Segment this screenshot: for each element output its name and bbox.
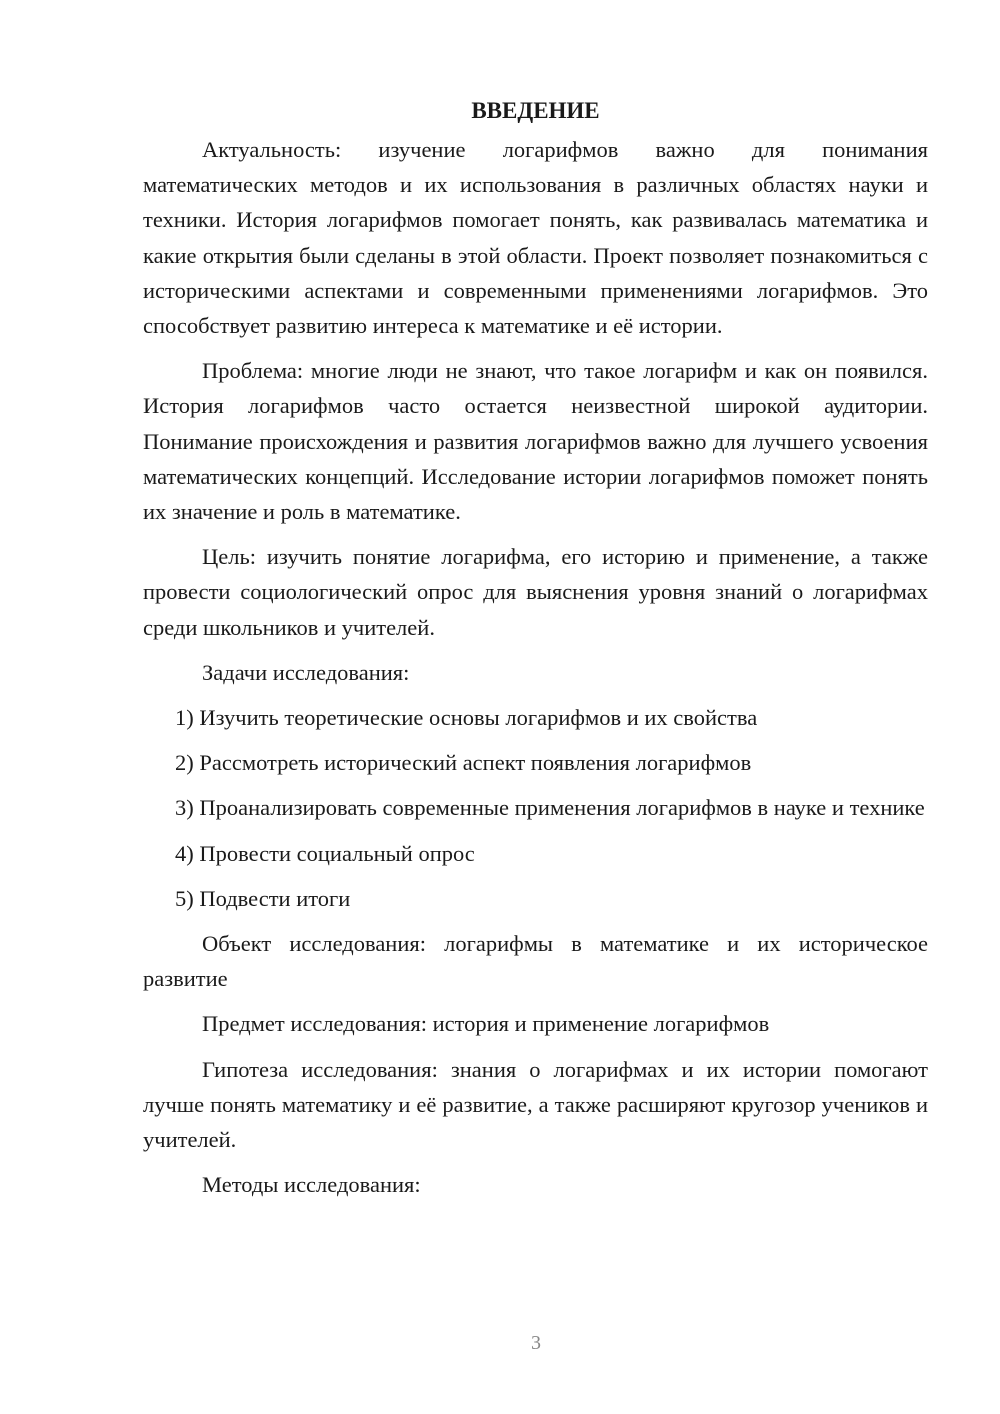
section-title: ВВЕДЕНИЕ bbox=[471, 98, 600, 123]
task-item-1: 1) Изучить теоретические основы логарифмов и их свойства bbox=[175, 705, 758, 731]
relevance-paragraph: Актуальность: изучение логарифмов важно для понимания математических методов и их использования в различных областях науки и техники. История логарифмов помогает понять, как развивалась математика и какие открытия были сделаны в этой области. Проект позволяет познакомиться с историческими аспектами и современными применениями логарифмов. Это способствует развитию интереса к математике и её истории. bbox=[143, 137, 928, 339]
task-item-4: 4) Провести социальный опрос bbox=[175, 840, 475, 866]
subject-paragraph: Предмет исследования: история и применение логарифмов bbox=[202, 1011, 770, 1037]
problem-paragraph: Проблема: многие люди не знают, что такое логарифм и как он появился. История логарифмов часто остается неизвестной широкой аудитории. Понимание происхождения и развития логарифмов важно для лучшего усвоения математических концепций. Исследование истории логарифмов поможет понять их значение и роль в математике. bbox=[143, 358, 928, 525]
goal-paragraph: Цель: изучить понятие логарифма, его историю и применение, а также провести социологический опрос для выяснения уровня знаний о логарифмах среди школьников и учителей. bbox=[143, 544, 928, 640]
hypothesis-paragraph: Гипотеза исследования: знания о логарифмах и их истории помогают лучше понять математику и её развитие, а также расширяют кругозор учеников и учителей. bbox=[143, 1056, 928, 1153]
task-item-3: 3) Проанализировать современные применения логарифмов в науке и технике bbox=[175, 795, 925, 821]
methods-heading: Методы исследования: bbox=[202, 1172, 421, 1198]
task-item-2: 2) Рассмотреть исторический аспект появления логарифмов bbox=[175, 750, 752, 776]
task-item-5: 5) Подвести итоги bbox=[175, 885, 351, 911]
page-number: 3 bbox=[531, 1332, 541, 1354]
object-paragraph: Объект исследования: логарифмы в математике и их историческое развитие bbox=[143, 931, 928, 992]
tasks-heading: Задачи исследования: bbox=[202, 659, 410, 685]
page-content bbox=[143, 93, 928, 1212]
